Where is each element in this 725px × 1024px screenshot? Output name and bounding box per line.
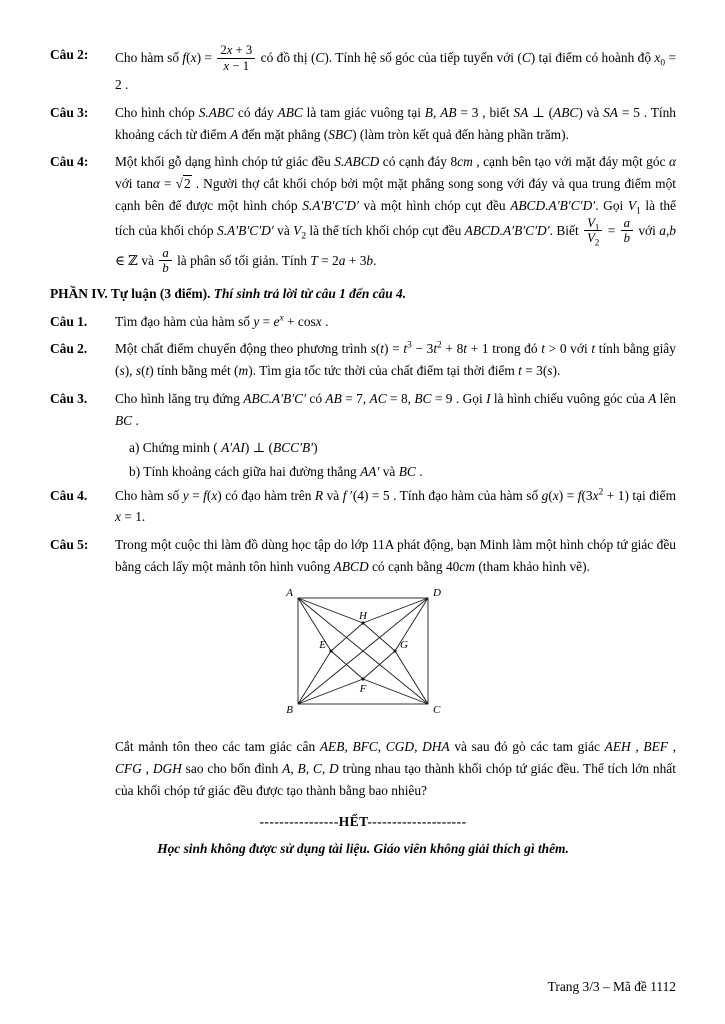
- end-marker: ----------------HẾT--------------------: [259, 814, 467, 830]
- page-number: Trang 3/3 – Mã đề 1112: [547, 979, 676, 995]
- question-text: Cắt mảnh tôn theo các tam giác cân AEB, BFC, CGD, DHA và sau đó gò các tam giác AEH , BEF , CFG , DGH sao cho bốn đỉnh A, B, C, D trùng nhau tạo thành khối chóp tứ giác đều. Thể tích lớn nhất của khối chóp tứ giác đều được tạo thành bằng bao nhiêu?: [115, 739, 677, 798]
- question-text: a) Chứng minh ( A′AI) ⊥ (BCC′B′): [129, 440, 318, 456]
- figure-svg: [257, 584, 469, 724]
- question-paragraph: [50, 311, 676, 333]
- question-text: PHẦN IV. Tự luận (3 điểm). Thí sinh trả lời từ câu 1 đến câu 4.: [50, 286, 407, 302]
- sub-item: [50, 437, 676, 459]
- post-figure-section: [50, 736, 676, 801]
- vertex-label-g: G: [400, 638, 408, 651]
- question-label: Câu 3.: [50, 390, 88, 406]
- question-label: Câu 2:: [50, 47, 89, 62]
- question-label: Câu 2.: [50, 341, 88, 357]
- question-paragraph: [50, 102, 676, 145]
- vertex-label-f: F: [359, 682, 367, 695]
- question-paragraph: [50, 338, 676, 381]
- paragraph: [50, 736, 676, 801]
- vertex-label-c: C: [433, 703, 441, 716]
- question-text: b) Tính khoảng cách giữa hai đường thẳng AA′ và BC .: [129, 463, 423, 479]
- vertex-label-a: A: [286, 586, 293, 599]
- section-heading: [50, 283, 676, 305]
- question-paragraph: [50, 485, 676, 528]
- vertex-label-d: D: [433, 586, 441, 599]
- square-figure: [50, 584, 676, 731]
- document-body: [50, 44, 676, 860]
- vertex-label-e: E: [319, 638, 326, 651]
- question-label: Câu 5:: [50, 537, 89, 553]
- question-label: Câu 3:: [50, 104, 89, 120]
- sub-item: [50, 461, 676, 483]
- question-text: Cho hàm số f(x) = $\frac{2x + 3}{x - 1}$ có đồ thị (C). Tính hệ số góc của tiếp tuyến với (C) tại điểm có hoành độ $x_0 = 2$ .: [115, 43, 676, 93]
- question-label: Câu 4:: [50, 154, 89, 170]
- question-text: Cho hàm số y = f(x) có đạo hàm trên R và f ′(4) = 5 . Tính đạo hàm của hàm số $g(x) = f(3x^2 + 1)$ tại điểm x = 1.: [115, 487, 676, 525]
- question-text: Tìm đạo hàm của hàm số $y = e^x + \cos x$ .: [115, 313, 329, 329]
- question-paragraph: [50, 151, 676, 277]
- vertex-label-h: H: [359, 609, 367, 622]
- question-text: Một khối gỗ dạng hình chóp tứ giác đều S.ABCD có cạnh đáy 8cm , cạnh bên tạo với mặt đáy một góc α với tanα = √2 . Người thợ cắt khối chóp bởi một mặt phẳng song song với đáy và qua trung điểm một cạnh bên để được một hình chóp S.A′B′C′D′ và một hình chóp cụt đều ABCD.A′B′C′D′. Gọi $V_1$ là thể tích của khối chóp S.A′B′C′D′ và $V_2$ là thể tích khối chóp cụt đều ABCD.A′B′C′D′. Biết $\frac{V_1}{V_2}$ = $\frac{a}{b}$ với a,b ∈ ℤ và $\frac{a}{b}$ là phân số tối giản. Tính T = 2a + 3b.: [115, 154, 676, 276]
- question-paragraph: [50, 44, 676, 96]
- questions-section: [50, 44, 676, 578]
- question-text: Trong một cuộc thi làm đồ dùng học tập do lớp 11A phát động, bạn Minh làm một hình chóp tứ giác đều bằng cách lấy một mảnh tôn hình vuông ABCD có cạnh bằng 40cm (tham khảo hình vẽ).: [115, 537, 676, 574]
- question-paragraph: [50, 388, 676, 431]
- footer-note: Học sinh không được sử dụng tài liệu. Giáo viên không giải thích gì thêm.: [157, 841, 569, 857]
- question-text: Một chất điểm chuyển động theo phương trình $s(t) = t^3 - 3t^2 + 8t + 1$ trong đó t > 0 với t tính bằng giây (s), s(t) tính bằng mét (m). Tìm gia tốc tức thời của chất điểm tại thời điểm t = 3(s).: [115, 341, 676, 379]
- question-label: Câu 4.: [50, 487, 88, 503]
- question-paragraph: [50, 534, 676, 577]
- question-text: Cho hình lăng trụ đứng ABC.A′B′C′ có AB = 7, AC = 8, BC = 9 . Gọi I là hình chiếu vuông góc của A lên BC .: [115, 390, 676, 428]
- question-text: Cho hình chóp S.ABC có đáy ABC là tam giác vuông tại B, AB = 3 , biết SA ⊥ (ABC) và SA = 5 . Tính khoảng cách từ điểm A đến mặt phẳng (SBC) (làm tròn kết quả đến hàng phần trăm).: [115, 104, 676, 142]
- vertex-label-b: B: [286, 703, 293, 716]
- question-label: Câu 1.: [50, 313, 88, 329]
